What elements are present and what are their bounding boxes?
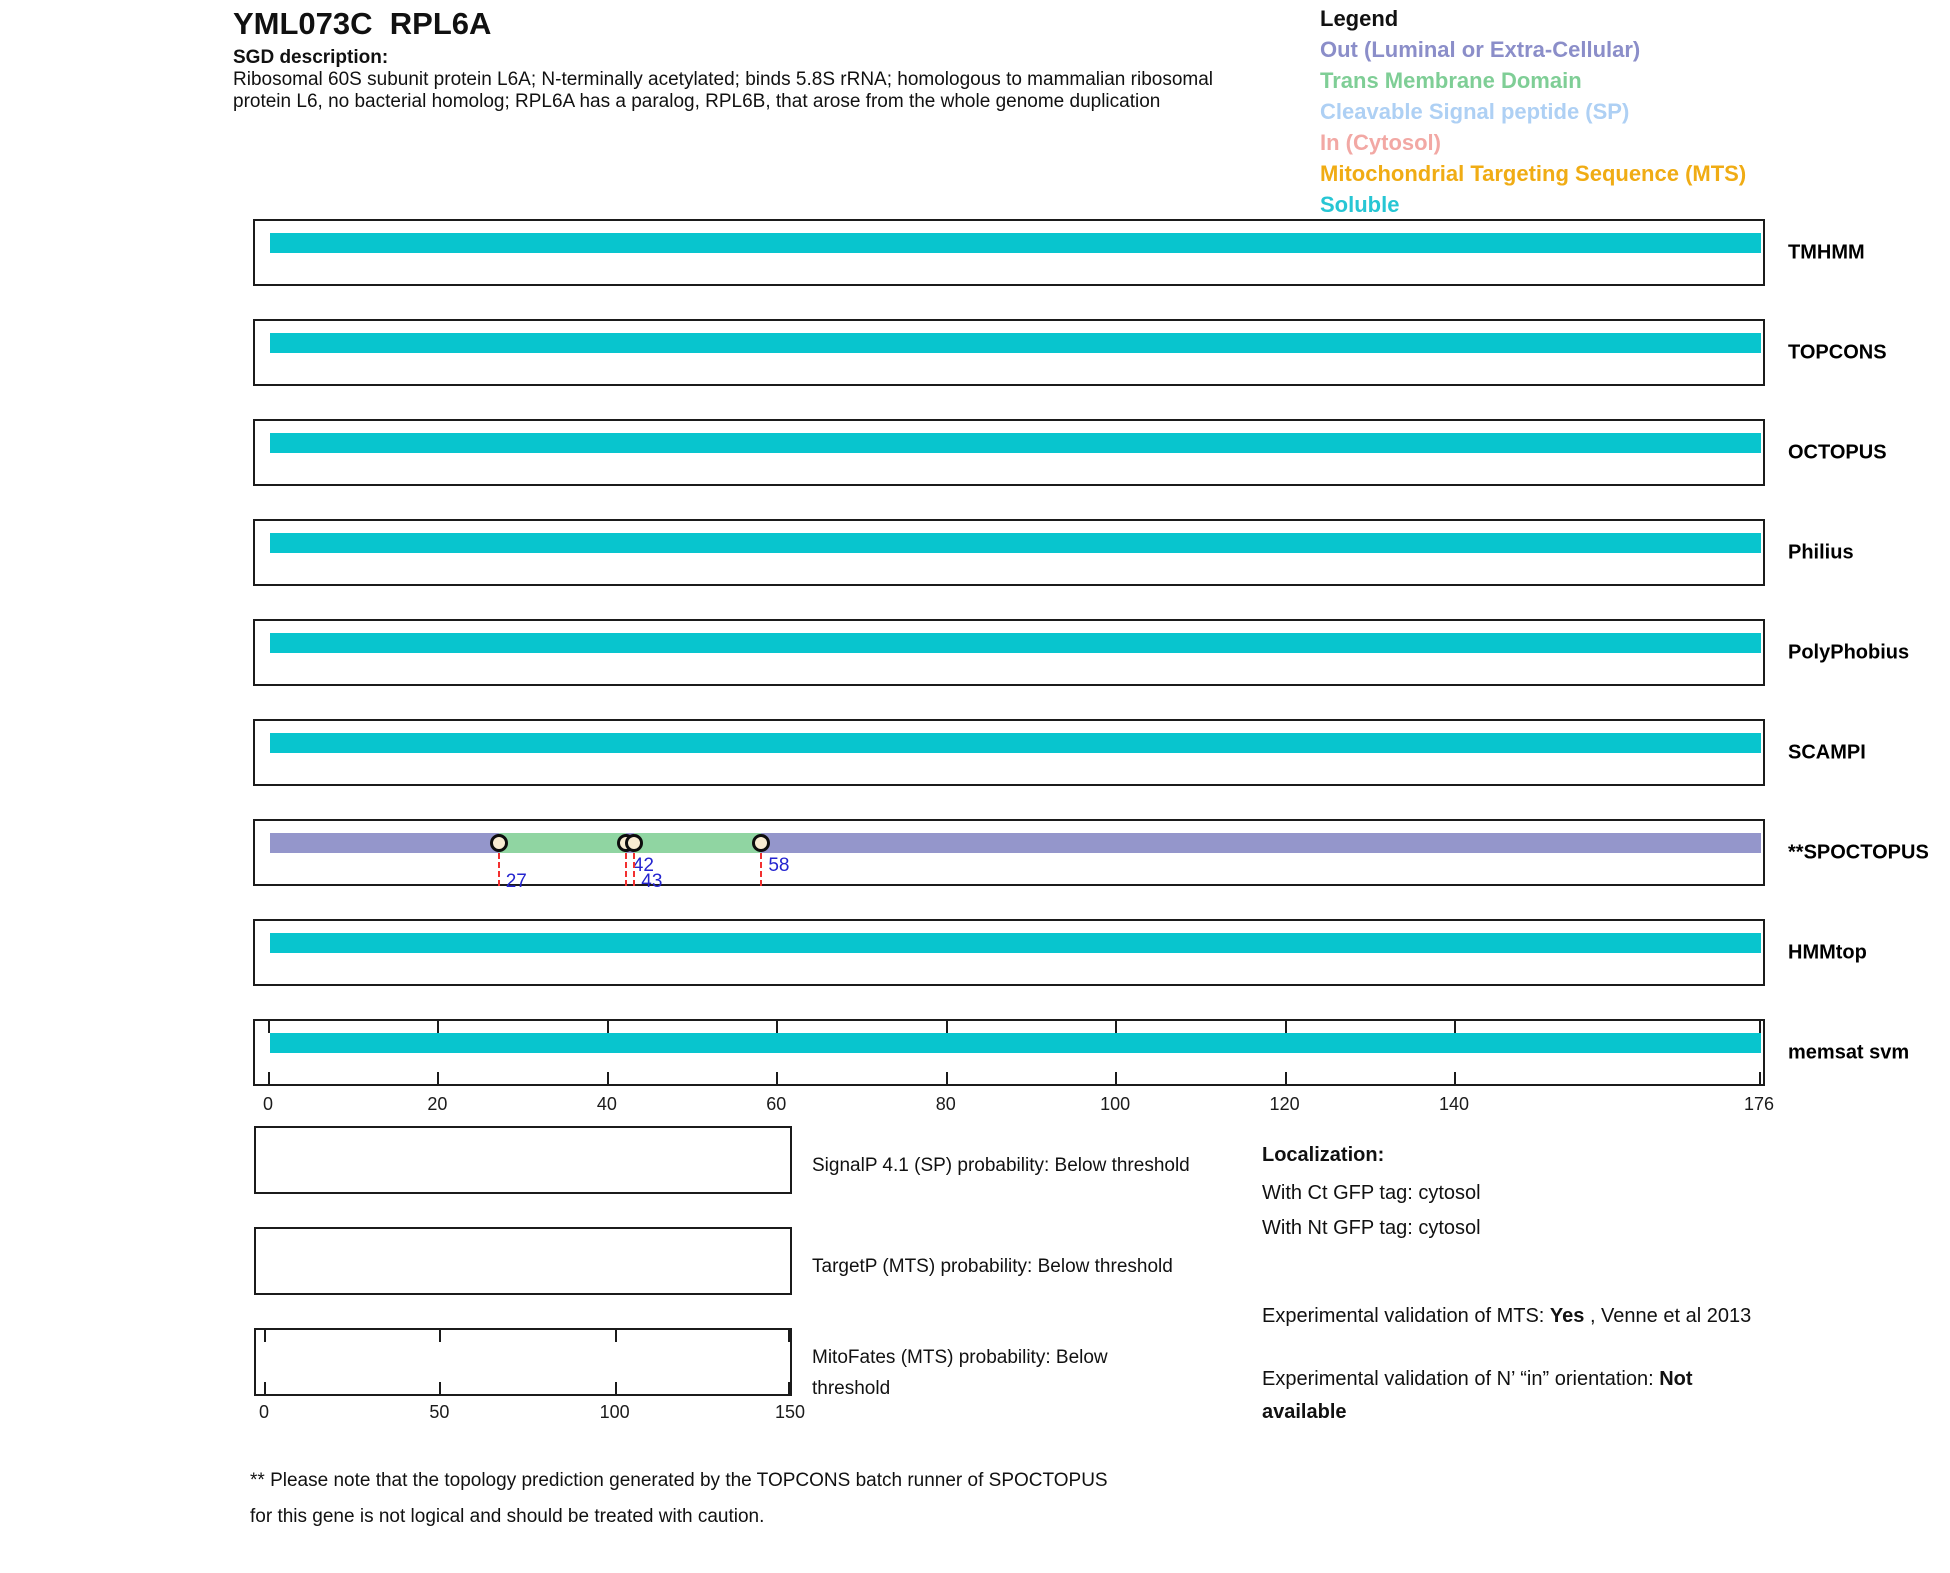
track-bar-memsat-svm: [270, 1033, 1761, 1053]
axis-tick: [615, 1382, 617, 1394]
legend-title: Legend: [1320, 6, 1399, 31]
track-label-topcons: TOPCONS: [1788, 341, 1887, 363]
localization-ct-gfp-line: With Ct GFP tag: cytosol: [1262, 1182, 1481, 1204]
track-bar-hmmtop: [270, 933, 1761, 953]
probability-plot-label-signalp: SignalP 4.1 (SP) probability: Below threshold: [812, 1155, 1190, 1176]
track-bar-philius: [270, 533, 1761, 553]
axis-tick: [1454, 1072, 1456, 1084]
mts-validation-reference: , Venne et al 2013: [1584, 1305, 1752, 1327]
sequence-axis-label-140: 140: [1438, 1094, 1470, 1114]
track-label-tmhmm: TMHMM: [1788, 241, 1865, 263]
track-row-tmhmm: [253, 219, 1950, 286]
axis-tick: [1115, 1072, 1117, 1084]
localization-nt-gfp-line: With Nt GFP tag: cytosol: [1262, 1217, 1481, 1239]
segment-soluble: [270, 433, 1761, 453]
probability-axis-label-100: 100: [599, 1402, 630, 1422]
legend-item-mitochondrial-targeting-sequence-mts: Mitochondrial Targeting Sequence (MTS): [1320, 161, 1747, 186]
legend-item-in-cytosol: In (Cytosol): [1320, 130, 1441, 155]
sgd-description-label: SGD description:: [233, 47, 389, 68]
axis-tick: [1285, 1072, 1287, 1084]
axis-tick: [946, 1072, 948, 1084]
segment-soluble: [270, 533, 1761, 553]
axis-tick: [1454, 1021, 1456, 1033]
axis-tick: [264, 1330, 266, 1342]
boundary-line-58: [760, 853, 762, 886]
track-label-polyphobius: PolyPhobius: [1788, 641, 1910, 663]
sequence-axis-label-60: 60: [766, 1094, 787, 1114]
axis-tick: [1115, 1021, 1117, 1033]
segment-tm: [499, 833, 626, 853]
spoctopus-caution-footnote: ** Please note that the topology prediction generated by the TOPCONS batch runner of SPOCTOPUS for this gene is not logical and should be treated with caution.: [250, 1470, 1108, 1527]
track-box-octopus: [253, 419, 1765, 486]
axis-tick: [788, 1382, 790, 1394]
axis-tick: [264, 1382, 266, 1394]
track-row-topcons: [253, 319, 1950, 386]
segment-out: [270, 833, 499, 853]
probability-axis-label-0: 0: [258, 1402, 270, 1422]
segment-soluble: [270, 933, 1761, 953]
track-box-topcons: [253, 319, 1765, 386]
legend: [1320, 4, 1746, 220]
track-box-philius: [253, 519, 1765, 586]
nterm-orientation-prefix: Experimental validation of N’ “in” orientation:: [1262, 1368, 1660, 1390]
legend-item-trans-membrane-domain: Trans Membrane Domain: [1320, 68, 1582, 93]
boundary-label-27: 27: [505, 871, 527, 892]
track-label-octopus: OCTOPUS: [1788, 441, 1887, 463]
legend-item-cleavable-signal-peptide-sp: Cleavable Signal peptide (SP): [1320, 99, 1630, 124]
boundary-line-27: [498, 853, 500, 886]
axis-tick: [776, 1072, 778, 1084]
track-row-hmmtop: [253, 919, 1950, 986]
sequence-axis-label-176: 176: [1743, 1094, 1775, 1114]
mts-validation-prefix: Experimental validation of MTS:: [1262, 1305, 1550, 1327]
track-bar-tmhmm: [270, 233, 1761, 253]
segment-soluble: [270, 733, 1761, 753]
axis-tick: [607, 1021, 609, 1033]
probability-axis-label-50: 50: [429, 1402, 450, 1422]
track-bar-octopus: [270, 433, 1761, 453]
axis-tick: [268, 1072, 270, 1084]
axis-tick: [268, 1021, 270, 1033]
track-label-memsat-svm: memsat svm: [1788, 1041, 1910, 1063]
localization-heading: Localization:: [1262, 1144, 1385, 1166]
track-row-spoctopus: [253, 819, 1950, 892]
track-box-scampi: [253, 719, 1765, 786]
axis-tick: [439, 1382, 441, 1394]
sequence-axis-label-100: 100: [1100, 1094, 1131, 1114]
legend-item-soluble: Soluble: [1320, 192, 1400, 217]
axis-tick: [607, 1072, 609, 1084]
track-box-memsat-svm: [253, 1019, 1765, 1086]
boundary-label-42: 42: [632, 855, 654, 876]
track-row-polyphobius: [253, 619, 1950, 686]
track-box-polyphobius: [253, 619, 1765, 686]
axis-tick: [776, 1021, 778, 1033]
axis-tick: [1759, 1021, 1761, 1033]
boundary-line-43: [633, 853, 635, 886]
segment-soluble: [270, 333, 1761, 353]
axis-tick: [946, 1021, 948, 1033]
probability-plot-targetp: [254, 1227, 792, 1295]
track-bar-topcons: [270, 333, 1761, 353]
track-box-spoctopus: [253, 819, 1765, 892]
boundary-marker-27: [490, 834, 508, 852]
track-box-hmmtop: [253, 919, 1765, 986]
sgd-description-text: Ribosomal 60S subunit protein L6A; N-terminally acetylated; binds 5.8S rRNA; homologous to mammalian ribosomal protein L6, no bacterial homolog; RPL6A has a paralog, RPL6B, that arose from the whole genome duplication: [233, 69, 1214, 112]
sequence-axis-label-0: 0: [262, 1094, 274, 1114]
axis-tick: [615, 1330, 617, 1342]
boundary-label-43: 43: [641, 871, 663, 892]
nterm-orientation-line: [1262, 1363, 1732, 1429]
probability-plot-signalp: [254, 1126, 792, 1194]
mts-validation-line: [1262, 1305, 1751, 1328]
track-row-octopus: [253, 419, 1950, 486]
track-row-scampi: [253, 719, 1950, 786]
mts-validation-value: Yes: [1549, 1305, 1585, 1327]
segment-soluble: [270, 233, 1761, 253]
axis-tick: [788, 1330, 790, 1342]
track-label-scampi: SCAMPI: [1788, 741, 1866, 763]
axis-tick: [1759, 1072, 1761, 1084]
axis-tick: [437, 1021, 439, 1033]
track-row-memsat-svm: [253, 1019, 1950, 1086]
track-bar-polyphobius: [270, 633, 1761, 653]
axis-tick: [1285, 1021, 1287, 1033]
sequence-axis-label-20: 20: [427, 1094, 448, 1114]
probability-axis-label-150: 150: [774, 1402, 806, 1422]
axis-tick: [439, 1330, 441, 1342]
track-label-hmmtop: HMMtop: [1788, 941, 1867, 963]
probability-plot-label-mitofates: MitoFates (MTS) probability: Below threshold: [812, 1347, 1108, 1399]
boundary-line-42: [625, 853, 627, 886]
track-bar-scampi: [270, 733, 1761, 753]
track-box-tmhmm: [253, 219, 1765, 286]
axis-tick: [437, 1072, 439, 1084]
segment-soluble: [270, 633, 1761, 653]
sequence-axis-label-40: 40: [596, 1094, 617, 1114]
page-title: YML073C RPL6A: [233, 6, 492, 41]
sequence-axis-label-80: 80: [935, 1094, 956, 1114]
segment-out: [761, 833, 1761, 853]
segment-tm: [634, 833, 761, 853]
probability-plot-label-targetp: TargetP (MTS) probability: Below threshold: [812, 1256, 1173, 1277]
track-label-philius: Philius: [1788, 541, 1854, 563]
sequence-axis-label-120: 120: [1269, 1094, 1300, 1114]
track-label-spoctopus: **SPOCTOPUS: [1788, 841, 1929, 863]
segment-soluble: [270, 1033, 1761, 1053]
probability-plot-mitofates: [254, 1328, 792, 1396]
nterm-orientation-value: Not available: [1262, 1368, 1693, 1423]
boundary-label-58: 58: [768, 855, 790, 876]
track-row-philius: [253, 519, 1950, 586]
legend-item-out-luminal-or-extra-cellular: Out (Luminal or Extra-Cellular): [1320, 37, 1641, 62]
